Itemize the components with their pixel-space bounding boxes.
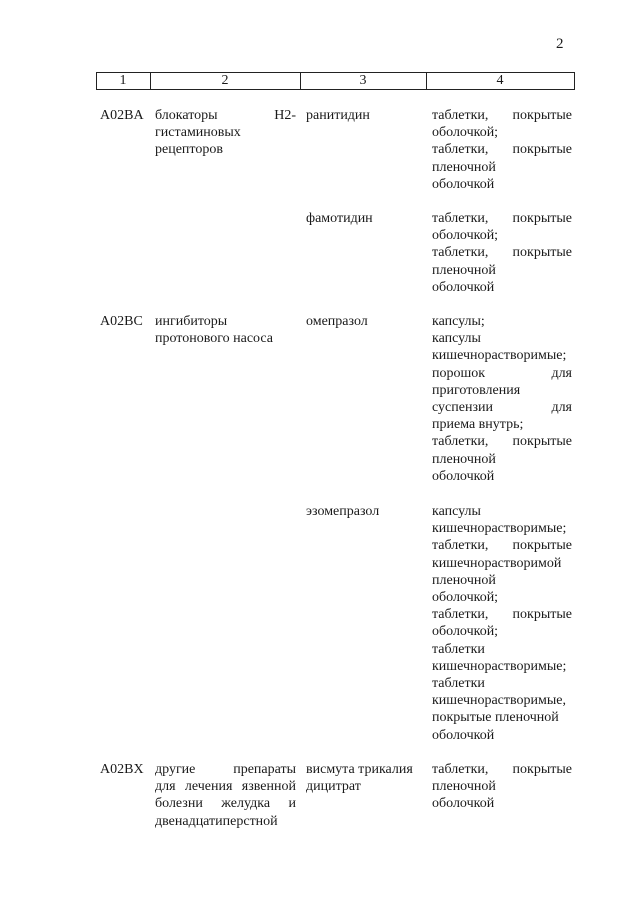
text-line: порошок для (432, 365, 572, 381)
text-line: таблетки, покрытые (432, 434, 572, 450)
group-name (155, 107, 296, 159)
atc-code: A02BX (100, 762, 144, 777)
text-line: оболочкой (432, 796, 495, 812)
text-line: кишечнорастворимые; (432, 658, 567, 674)
text-line: пленочной (432, 159, 496, 175)
text-line: дицитрат (306, 779, 361, 795)
text-line: таблетки (432, 676, 485, 692)
header-col-1: 1 (119, 73, 127, 88)
text-line: оболочкой (432, 468, 495, 484)
dosage-forms (432, 107, 572, 193)
text-line: суспензии для (432, 400, 572, 416)
text-line: таблетки, покрытые (432, 607, 572, 623)
atc-code: A02BC (100, 314, 143, 329)
text-line: кишечнорастворимой (432, 555, 562, 571)
text-line: таблетки, покрытые (432, 211, 572, 226)
text-line: оболочкой (432, 176, 495, 192)
text-line: капсулы (432, 331, 481, 347)
text-line: оболочкой; (432, 228, 499, 244)
text-line: таблетки, покрытые (432, 762, 572, 777)
text-line: капсулы (432, 504, 481, 519)
text-line: пленочной (432, 451, 496, 467)
header-col-2: 2 (221, 73, 229, 88)
dosage-forms (432, 503, 572, 744)
text-line: двенадцатиперстной (155, 813, 278, 829)
drug-name (306, 761, 429, 795)
text-line: покрытые пленочной (432, 710, 559, 726)
text-line: блокаторы H2- (155, 108, 296, 123)
text-line: висмута трикалия (306, 762, 413, 777)
text-line: оболочкой; (432, 624, 499, 640)
text-line: омепразол (306, 314, 368, 329)
text-line: оболочкой; (432, 125, 499, 141)
text-line: болезни желудка и (155, 796, 296, 812)
text-line: кишечнорастворимые; (432, 348, 567, 364)
text-line: оболочкой; (432, 590, 499, 606)
text-line: таблетки, покрытые (432, 245, 572, 261)
header-bottom-rule (96, 89, 575, 90)
header-col-3: 3 (359, 73, 367, 88)
header-col-4: 4 (496, 73, 504, 88)
text-line: таблетки, покрытые (432, 538, 572, 554)
header-separator (574, 72, 575, 90)
drug-name (306, 503, 429, 520)
text-line: пленочной (432, 262, 496, 278)
drug-name (306, 210, 429, 227)
text-line: пленочной (432, 779, 496, 795)
atc-code: A02BA (100, 108, 144, 123)
group-name (155, 761, 296, 830)
text-line: капсулы; (432, 314, 485, 329)
page-number: 2 (556, 36, 564, 52)
text-line: кишечнорастворимые; (432, 521, 567, 537)
dosage-forms (432, 210, 572, 296)
text-line: оболочкой (432, 279, 495, 295)
text-line: приема внутрь; (432, 417, 524, 433)
text-line: пленочной (432, 572, 496, 588)
text-line: ранитидин (306, 108, 370, 123)
text-line: приготовления (432, 382, 521, 398)
text-line: таблетки, покрытые (432, 142, 572, 158)
text-line: кишечнорастворимые, (432, 693, 567, 709)
text-line: ингибиторы (155, 314, 228, 329)
text-line: гистаминовых (155, 125, 241, 141)
dosage-forms (432, 761, 572, 813)
drug-name (306, 313, 429, 330)
group-name (155, 313, 296, 347)
text-line: для лечения язвенной (155, 779, 296, 795)
text-line: другие препараты (155, 762, 296, 777)
text-line: таблетки (432, 641, 485, 657)
text-line: оболочкой (432, 727, 495, 743)
text-line: фамотидин (306, 211, 373, 226)
text-line: протонового насоса (155, 331, 274, 347)
drug-name (306, 107, 429, 124)
text-line: рецепторов (155, 142, 223, 158)
text-line: таблетки, покрытые (432, 108, 572, 123)
text-line: эзомепразол (306, 504, 380, 519)
dosage-forms (432, 313, 572, 485)
table-header (96, 72, 575, 89)
